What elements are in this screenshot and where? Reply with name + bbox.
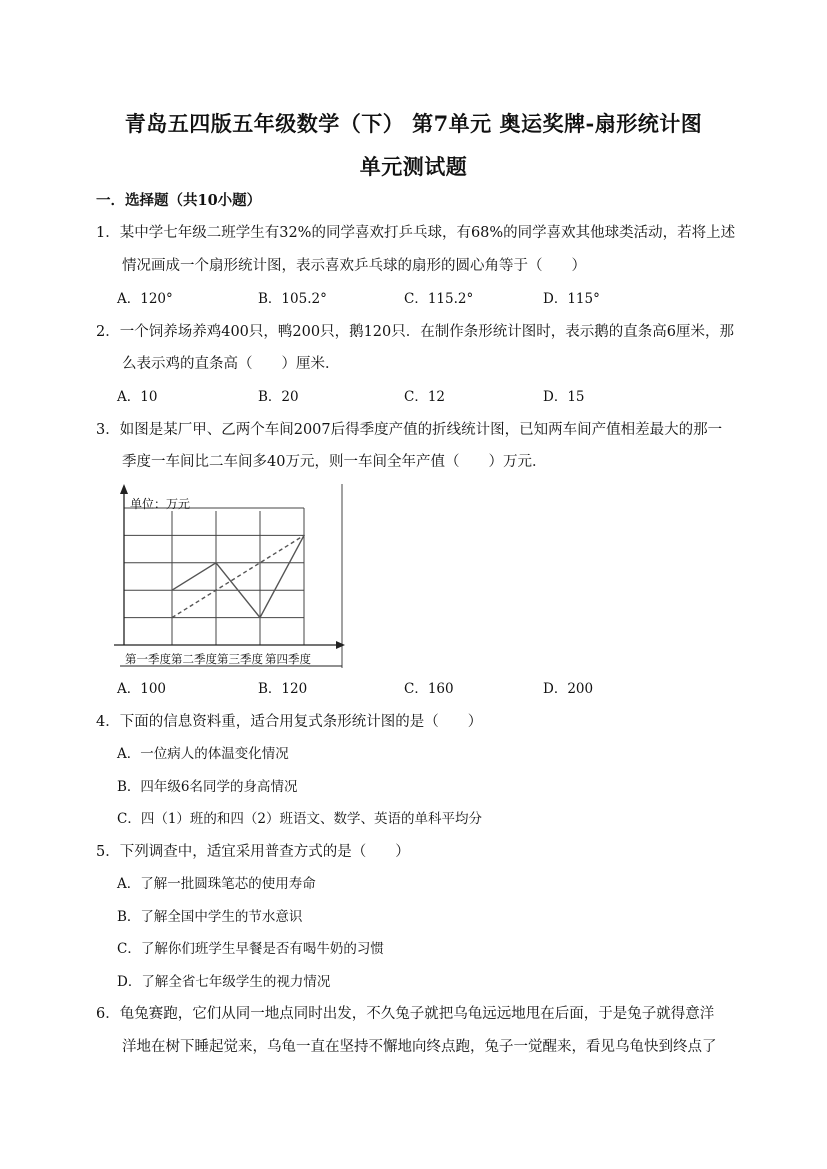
question-1-option-b[interactable]: B．105.2°	[258, 291, 327, 307]
question-5-option-b[interactable]: B．了解全国中学生的节水意识	[117, 909, 303, 925]
question-2-option-a[interactable]: A．10	[117, 389, 158, 405]
question-1-option-c[interactable]: C．115.2°	[404, 291, 474, 307]
chart-series	[171, 535, 305, 619]
series-2-point	[215, 589, 217, 591]
question-2-line-1: 2．一个饲养场养鸡400只，鸭200只，鹅120只．在制作条形统计图时，表示鹅的直条高6厘米，那	[96, 324, 734, 340]
chart-unit-label: 单位：万元	[130, 497, 191, 511]
series-line-2	[172, 535, 304, 617]
question-2-option-b[interactable]: B．20	[258, 389, 299, 405]
question-4-option-b[interactable]: B．四年级6名同学的身高情况	[117, 779, 298, 795]
question-4-line-1: 4．下面的信息资料重，适合用复式条形统计图的是（ ）	[96, 714, 483, 730]
x-tick-label: 第二季度	[171, 652, 217, 666]
question-1-option-a[interactable]: A．120°	[117, 291, 173, 307]
series-2-point	[259, 562, 261, 564]
series-1-point	[259, 617, 261, 619]
series-2-point	[171, 617, 173, 619]
section-heading: 一．选择题（共10小题）	[96, 192, 262, 209]
x-tick-label: 第四季度	[265, 652, 311, 666]
question-6-line-1: 6．龟兔赛跑，它们从同一地点同时出发，不久兔子就把乌龟远远地甩在后面，于是兔子就得意洋	[96, 1006, 715, 1022]
x-axis-arrow	[336, 641, 345, 649]
question-2-option-d[interactable]: D．15	[543, 389, 585, 405]
series-1-point	[215, 562, 217, 564]
question-3-option-d[interactable]: D．200	[543, 681, 594, 697]
x-tick-label: 第一季度	[125, 652, 171, 666]
question-1-option-d[interactable]: D．115°	[543, 291, 600, 307]
x-tick-label: 第三季度	[217, 652, 263, 666]
question-3-option-b[interactable]: B．120	[258, 681, 308, 697]
question-5-option-a[interactable]: A．了解一批圆珠笔芯的使用寿命	[117, 876, 316, 892]
series-1-point	[171, 589, 173, 591]
line-chart	[112, 482, 348, 670]
y-axis-arrow	[120, 484, 128, 494]
question-3-line-2: 季度一车间比二车间多40万元，则一车间全年产值（ ）万元．	[122, 454, 547, 470]
question-6-line-2: 洋地在树下睡起觉来，乌龟一直在坚持不懈地向终点跑，兔子一觉醒来，看见乌龟快到终点了	[122, 1039, 717, 1055]
question-2-line-2: 么表示鸡的直条高（ ）厘米．	[122, 356, 340, 372]
question-5-option-c[interactable]: C．了解你们班学生早餐是否有喝牛奶的习惯	[117, 941, 384, 957]
document-subtitle: 单元测试题	[359, 154, 468, 179]
question-2-option-c[interactable]: C．12	[404, 389, 446, 405]
chart-x-labels	[120, 652, 342, 666]
question-3-line-1: 3．如图是某厂甲、乙两个车间2007后得季度产值的折线统计图，已知两车间产值相差最大的那一	[96, 422, 723, 438]
document-title: 青岛五四版五年级数学（下） 第7单元 奥运奖牌-扇形统计图	[124, 111, 703, 136]
question-1-line-1: 1．某中学七年级二班学生有32%的同学喜欢打乒乓球，有68%的同学喜欢其他球类活动，若将上述	[96, 225, 736, 241]
question-1-line-2: 情况画成一个扇形统计图，表示喜欢乒乓球的扇形的圆心角等于（ ）	[122, 258, 586, 274]
series-2-point	[303, 535, 305, 537]
question-5-line-1: 5．下列调查中，适宜采用普查方式的是（ ）	[96, 844, 410, 860]
chart-grid	[124, 484, 342, 668]
question-4-option-a[interactable]: A．一位病人的体温变化情况	[117, 746, 289, 762]
question-3-option-a[interactable]: A．100	[117, 681, 167, 697]
question-5-option-d[interactable]: D．了解全省七年级学生的视力情况	[117, 974, 331, 990]
question-3-option-c[interactable]: C．160	[404, 681, 454, 697]
question-4-option-c[interactable]: C．四（1）班的和四（2）班语文、数学、英语的单科平均分	[117, 811, 483, 827]
